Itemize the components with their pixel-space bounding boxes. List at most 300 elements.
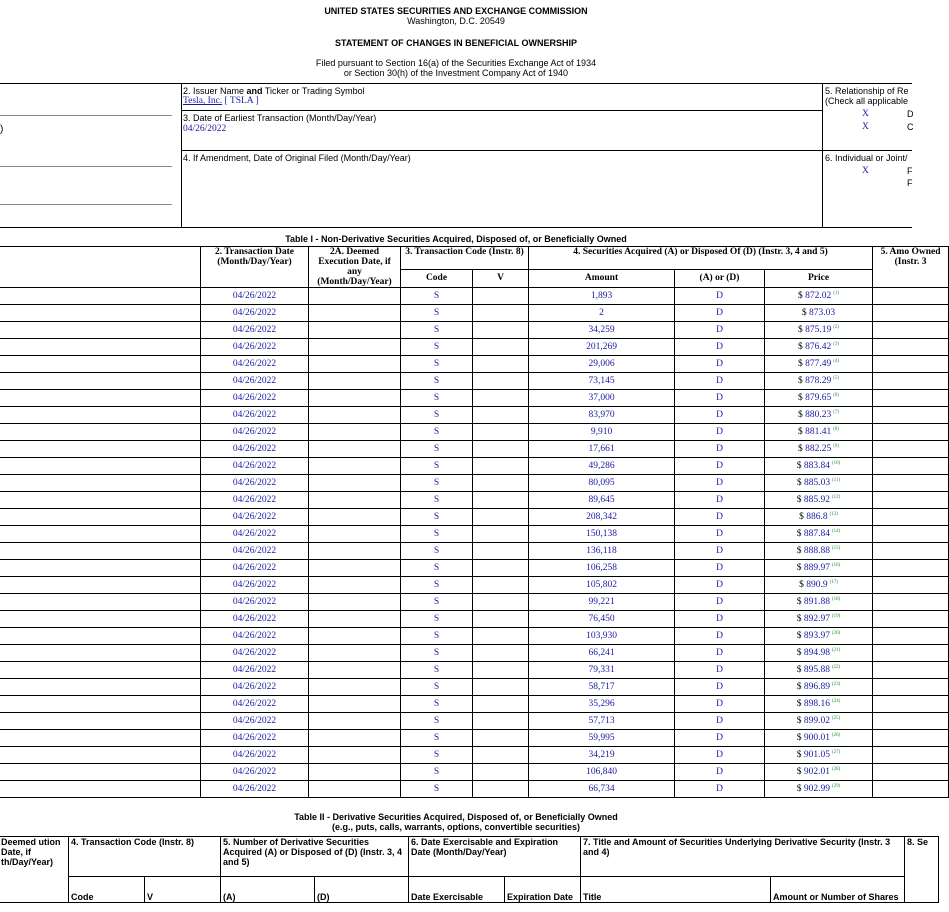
cell-amount: 2 [529, 305, 675, 322]
cell-a-or-d: D [675, 747, 765, 764]
t2-sub-code: Code [69, 877, 145, 903]
cell-v [473, 764, 529, 781]
cell-a-or-d: D [675, 560, 765, 577]
cell-deemed-date [309, 509, 401, 526]
cell-date: 04/26/2022 [201, 356, 309, 373]
cell-code: S [401, 424, 473, 441]
t2-sub-amount-shares: Amount or Number of Shares [771, 877, 905, 903]
cell-v [473, 458, 529, 475]
issuer-link[interactable]: Tesla, Inc. [183, 96, 223, 106]
cell-price: $ 886.8 $^{(13)}$ [765, 509, 873, 526]
cell-amount: 106,258 [529, 560, 675, 577]
footnote-ref[interactable]: (14) [831, 528, 841, 534]
cell-security-title [0, 526, 201, 543]
cell-price: $ 878.29 $^{(5)}$ [765, 373, 873, 390]
cell-a-or-d: D [675, 628, 765, 645]
cell-amount-owned [873, 662, 949, 679]
cell-amount: 58,717 [529, 679, 675, 696]
col-transaction-code: 3. Transaction Code (Instr. 8) [401, 247, 529, 270]
cell-a-or-d: D [675, 713, 765, 730]
cell-security-title [0, 305, 201, 322]
table-row [0, 441, 949, 458]
cell-price: $ 888.88 $^{(15)}$ [765, 543, 873, 560]
footnote-ref[interactable]: (13) [829, 511, 838, 517]
cell-code: S [401, 645, 473, 662]
cell-code: S [401, 305, 473, 322]
sub-price: Price [765, 269, 873, 287]
cell-date: 04/26/2022 [201, 747, 309, 764]
cell-amount: 80,095 [529, 475, 675, 492]
cell-code: S [401, 407, 473, 424]
cell-a-or-d: D [675, 288, 765, 305]
cell-amount: 99,221 [529, 594, 675, 611]
cell-security-title [0, 339, 201, 356]
cell-amount-owned [873, 747, 949, 764]
cell-amount: 79,331 [529, 662, 675, 679]
cell-amount: 17,661 [529, 441, 675, 458]
cell-a-or-d: D [675, 509, 765, 526]
col-securities: 4. Securities Acquired (A) or Disposed Of (D) (Instr. 3, 4 and 5) [529, 247, 873, 270]
cell-a-or-d: D [675, 424, 765, 441]
cell-deemed-date [309, 628, 401, 645]
cell-deemed-date [309, 730, 401, 747]
cell-date: 04/26/2022 [201, 475, 309, 492]
cell-amount: 83,970 [529, 407, 675, 424]
table-row [0, 322, 949, 339]
cell-v [473, 305, 529, 322]
cell-v [473, 526, 529, 543]
cell-price: $ 877.49 $^{(4)}$ [765, 356, 873, 373]
cell-amount-owned [873, 526, 949, 543]
t2-col-number-derivative: 5. Number of Derivative Securities Acquired (A) or Disposed of (D) (Instr. 3, 4 and 5) [221, 837, 409, 877]
table-row [0, 356, 949, 373]
individual-joint-label: 6. Individual or Joint/ [825, 153, 908, 163]
cell-v [473, 679, 529, 696]
cell-date: 04/26/2022 [201, 373, 309, 390]
cell-security-title [0, 679, 201, 696]
cell-a-or-d: D [675, 356, 765, 373]
cell-amount: 9,910 [529, 424, 675, 441]
cell-date: 04/26/2022 [201, 509, 309, 526]
cell-a-or-d: D [675, 594, 765, 611]
footnote-ref[interactable]: (7) [833, 409, 840, 415]
cell-a-or-d: D [675, 696, 765, 713]
table-row [0, 696, 949, 713]
cell-security-title [0, 611, 201, 628]
footnote-ref[interactable]: (25) [831, 715, 841, 721]
officer-mark: X [862, 122, 869, 132]
cell-code: S [401, 747, 473, 764]
cell-amount-owned [873, 390, 949, 407]
cell-code: S [401, 594, 473, 611]
cell-code: S [401, 356, 473, 373]
cell-v [473, 509, 529, 526]
cell-deemed-date [309, 696, 401, 713]
footnote-ref[interactable]: (5) [833, 375, 840, 381]
footnote-ref[interactable]: (16) [831, 562, 841, 568]
cell-v [473, 373, 529, 390]
cell-date: 04/26/2022 [201, 781, 309, 798]
cell-security-title [0, 594, 201, 611]
col-transaction-date: 2. Transaction Date (Month/Day/Year) [201, 247, 309, 288]
col-amount-owned: 5. Amo Owned (Instr. 3 [873, 247, 949, 288]
footnote-ref[interactable]: (21) [831, 647, 841, 653]
cell-deemed-date [309, 747, 401, 764]
cell-v [473, 288, 529, 305]
t2-sub-d: (D) [315, 877, 409, 903]
cell-security-title [0, 645, 201, 662]
cell-deemed-date [309, 492, 401, 509]
t2-sub-v: V [145, 877, 221, 903]
table-row [0, 781, 949, 798]
footnote-ref[interactable]: (4) [833, 358, 840, 364]
footnote-ref[interactable]: (17) [829, 579, 838, 585]
footnote-ref[interactable]: (27) [831, 749, 841, 755]
cell-price: $ 885.92 $^{(12)}$ [765, 492, 873, 509]
cell-deemed-date [309, 441, 401, 458]
cell-code: S [401, 322, 473, 339]
cell-security-title [0, 373, 201, 390]
cell-v [473, 390, 529, 407]
cell-price: $ 875.19 $^{(2)}$ [765, 322, 873, 339]
cell-amount: 208,342 [529, 509, 675, 526]
table-row [0, 543, 949, 560]
footnote-ref[interactable]: (22) [831, 664, 841, 670]
cell-amount-owned [873, 407, 949, 424]
cell-amount-owned [873, 458, 949, 475]
cell-amount: 34,219 [529, 747, 675, 764]
cell-amount: 76,450 [529, 611, 675, 628]
cell-amount-owned [873, 713, 949, 730]
box1-paren: ) [0, 124, 4, 135]
cell-deemed-date [309, 407, 401, 424]
footnote-ref[interactable]: (10) [831, 460, 841, 466]
cell-amount-owned [873, 509, 949, 526]
footnote-ref[interactable]: (1) [833, 290, 840, 296]
cell-code: S [401, 713, 473, 730]
cell-code: S [401, 526, 473, 543]
footnote-ref[interactable]: (8) [833, 426, 840, 432]
agency-title: UNITED STATES SECURITIES AND EXCHANGE COMMISSION [324, 6, 588, 16]
cell-date: 04/26/2022 [201, 628, 309, 645]
cell-amount-owned [873, 475, 949, 492]
cell-amount: 1,893 [529, 288, 675, 305]
cell-security-title [0, 577, 201, 594]
cell-price: $ 876.42 $^{(3)}$ [765, 339, 873, 356]
cell-amount: 34,259 [529, 322, 675, 339]
cell-amount-owned [873, 611, 949, 628]
table-row [0, 526, 949, 543]
cell-deemed-date [309, 424, 401, 441]
footnote-ref[interactable]: (12) [831, 494, 841, 500]
cell-amount-owned [873, 730, 949, 747]
cell-amount: 105,802 [529, 577, 675, 594]
cell-amount-owned [873, 696, 949, 713]
cell-price: $ 898.16 $^{(24)}$ [765, 696, 873, 713]
cell-deemed-date [309, 781, 401, 798]
cell-amount-owned [873, 356, 949, 373]
footnote-ref[interactable]: (23) [831, 681, 841, 687]
cell-date: 04/26/2022 [201, 543, 309, 560]
cell-a-or-d: D [675, 764, 765, 781]
cell-amount-owned [873, 628, 949, 645]
cell-code: S [401, 679, 473, 696]
cell-date: 04/26/2022 [201, 458, 309, 475]
footnote-ref[interactable]: (6) [833, 392, 840, 398]
issuer-value [183, 96, 259, 106]
cell-a-or-d: D [675, 373, 765, 390]
cell-deemed-date [309, 560, 401, 577]
footnote-ref[interactable]: (29) [831, 783, 841, 789]
cell-amount: 106,840 [529, 764, 675, 781]
cell-amount-owned [873, 339, 949, 356]
cell-v [473, 560, 529, 577]
cell-v [473, 730, 529, 747]
cell-a-or-d: D [675, 475, 765, 492]
t2-col-date-exercisable: 6. Date Exercisable and Expiration Date (Month/Day/Year) [409, 837, 581, 877]
earliest-transaction-label: 3. Date of Earliest Transaction (Month/Day/Year) [183, 113, 377, 123]
cell-date: 04/26/2022 [201, 526, 309, 543]
cell-price: $ 901.05 $^{(27)}$ [765, 747, 873, 764]
cell-security-title [0, 730, 201, 747]
cell-v [473, 475, 529, 492]
cell-amount: 37,000 [529, 390, 675, 407]
footnote-ref[interactable]: (9) [833, 443, 840, 449]
cell-code: S [401, 492, 473, 509]
individual-option-1: F [907, 166, 913, 176]
cell-deemed-date [309, 679, 401, 696]
cell-security-title [0, 390, 201, 407]
cell-deemed-date [309, 458, 401, 475]
cell-code: S [401, 543, 473, 560]
table-row [0, 679, 949, 696]
cell-deemed-date [309, 577, 401, 594]
cell-security-title [0, 492, 201, 509]
cell-price: $ 894.98 $^{(21)}$ [765, 645, 873, 662]
cell-amount-owned [873, 322, 949, 339]
cell-amount: 201,269 [529, 339, 675, 356]
cell-deemed-date [309, 288, 401, 305]
cell-amount: 59,995 [529, 730, 675, 747]
relationship-sublabel: (Check all applicable [825, 96, 909, 106]
table-row [0, 373, 949, 390]
cell-amount-owned [873, 373, 949, 390]
cell-security-title [0, 628, 201, 645]
cell-date: 04/26/2022 [201, 645, 309, 662]
cell-security-title [0, 322, 201, 339]
footnote-ref[interactable]: (2) [833, 324, 840, 330]
cell-v [473, 611, 529, 628]
cell-price: $ 887.84 $^{(14)}$ [765, 526, 873, 543]
issuer-name-label: 2. Issuer Name and Ticker or Trading Symbol [183, 86, 365, 96]
t2-col-deemed-date: Deemed ution Date, if th/Day/Year) [0, 837, 69, 903]
footnote-ref[interactable]: (20) [831, 630, 841, 636]
footnote-ref[interactable]: (19) [831, 613, 841, 619]
cell-date: 04/26/2022 [201, 594, 309, 611]
cell-code: S [401, 509, 473, 526]
cell-deemed-date [309, 713, 401, 730]
cell-date: 04/26/2022 [201, 764, 309, 781]
t2-sub-expiration: Expiration Date [505, 877, 581, 903]
filed-line-1: Filed pursuant to Section 16(a) of the Securities Exchange Act of 1934 [315, 58, 597, 68]
cell-date: 04/26/2022 [201, 441, 309, 458]
cell-security-title [0, 356, 201, 373]
cell-deemed-date [309, 543, 401, 560]
cell-code: S [401, 764, 473, 781]
cell-price: $ 890.9 $^{(17)}$ [765, 577, 873, 594]
table-row [0, 662, 949, 679]
filed-line-2: or Section 30(h) of the Investment Company Act of 1940 [343, 68, 569, 78]
cell-code: S [401, 339, 473, 356]
cell-amount: 103,930 [529, 628, 675, 645]
derivative-table [0, 836, 939, 903]
footnote-ref[interactable]: (3) [833, 341, 840, 347]
cell-amount-owned [873, 543, 949, 560]
cell-price: $ 902.01 $^{(28)}$ [765, 764, 873, 781]
cell-price: $ 896.89 $^{(23)}$ [765, 679, 873, 696]
cell-a-or-d: D [675, 662, 765, 679]
cell-amount-owned [873, 594, 949, 611]
cell-code: S [401, 441, 473, 458]
footnote-ref[interactable]: (26) [831, 732, 841, 738]
col-deemed-date: 2A. Deemed Execution Date, if any (Month/Day/Year) [309, 247, 401, 288]
table-row [0, 594, 949, 611]
cell-security-title [0, 288, 201, 305]
cell-deemed-date [309, 339, 401, 356]
cell-v [473, 407, 529, 424]
cell-deemed-date [309, 373, 401, 390]
cell-v [473, 356, 529, 373]
cell-price: $ 880.23 $^{(7)}$ [765, 407, 873, 424]
cell-security-title [0, 407, 201, 424]
cell-amount: 89,645 [529, 492, 675, 509]
cell-amount-owned [873, 679, 949, 696]
cell-v [473, 747, 529, 764]
cell-amount: 66,241 [529, 645, 675, 662]
non-derivative-table [0, 246, 949, 798]
form-title: STATEMENT OF CHANGES IN BENEFICIAL OWNERSHIP [334, 38, 577, 48]
cell-amount-owned [873, 645, 949, 662]
cell-amount-owned [873, 424, 949, 441]
cell-date: 04/26/2022 [201, 662, 309, 679]
cell-code: S [401, 390, 473, 407]
cell-deemed-date [309, 390, 401, 407]
cell-code: S [401, 781, 473, 798]
cell-a-or-d: D [675, 339, 765, 356]
cell-price: $ 889.97 $^{(16)}$ [765, 560, 873, 577]
table-row [0, 339, 949, 356]
cell-a-or-d: D [675, 492, 765, 509]
cell-code: S [401, 475, 473, 492]
relationship-label: 5. Relationship of Re [825, 86, 909, 96]
cell-date: 04/26/2022 [201, 730, 309, 747]
cell-code: S [401, 628, 473, 645]
cell-amount: 29,006 [529, 356, 675, 373]
table-row [0, 577, 949, 594]
footnote-ref[interactable]: (28) [831, 766, 841, 772]
cell-security-title [0, 560, 201, 577]
footnote-ref[interactable]: (15) [831, 545, 841, 551]
cell-price: $ 893.97 $^{(20)}$ [765, 628, 873, 645]
cell-price: $ 882.25 $^{(9)}$ [765, 441, 873, 458]
cell-date: 04/26/2022 [201, 322, 309, 339]
cell-v [473, 781, 529, 798]
table-row [0, 628, 949, 645]
t2-col-title-amount: 7. Title and Amount of Securities Underlying Derivative Security (Instr. 3 and 4) [581, 837, 905, 877]
table1-title: Table I - Non-Derivative Securities Acquired, Disposed of, or Beneficially Owned [285, 234, 627, 244]
cell-price: $ 902.99 $^{(29)}$ [765, 781, 873, 798]
cell-deemed-date [309, 611, 401, 628]
table2-title: Table II - Derivative Securities Acquired, Disposed of, or Beneficially Owned [294, 812, 618, 822]
cell-v [473, 662, 529, 679]
cell-v [473, 339, 529, 356]
cell-date: 04/26/2022 [201, 407, 309, 424]
cell-date: 04/26/2022 [201, 288, 309, 305]
cell-a-or-d: D [675, 441, 765, 458]
cell-amount: 57,713 [529, 713, 675, 730]
t2-col-8: 8. Se [905, 837, 939, 903]
cell-deemed-date [309, 645, 401, 662]
table-row [0, 407, 949, 424]
table-row [0, 475, 949, 492]
sub-a-or-d: (A) or (D) [675, 269, 765, 287]
cell-amount: 73,145 [529, 373, 675, 390]
cell-v [473, 543, 529, 560]
table-row [0, 305, 949, 322]
cell-deemed-date [309, 526, 401, 543]
director-mark: X [862, 109, 869, 119]
cell-deemed-date [309, 662, 401, 679]
cell-deemed-date [309, 356, 401, 373]
footnote-ref[interactable]: (24) [831, 698, 841, 704]
cell-amount: 49,286 [529, 458, 675, 475]
table-row [0, 645, 949, 662]
col1-header [0, 247, 201, 288]
cell-a-or-d: D [675, 305, 765, 322]
table-row [0, 492, 949, 509]
cell-price: $ 892.97 $^{(19)}$ [765, 611, 873, 628]
footnote-ref[interactable]: (18) [831, 596, 841, 602]
cell-amount: 66,734 [529, 781, 675, 798]
cell-security-title [0, 662, 201, 679]
cell-date: 04/26/2022 [201, 390, 309, 407]
cell-a-or-d: D [675, 679, 765, 696]
cell-date: 04/26/2022 [201, 577, 309, 594]
director-option: D [907, 109, 914, 119]
cell-price: $ 899.02 $^{(25)}$ [765, 713, 873, 730]
officer-option: C [907, 122, 914, 132]
cell-price: $ 873.03 [765, 305, 873, 322]
cell-v [473, 645, 529, 662]
cell-a-or-d: D [675, 322, 765, 339]
cell-code: S [401, 373, 473, 390]
cell-date: 04/26/2022 [201, 305, 309, 322]
cell-security-title [0, 764, 201, 781]
cell-date: 04/26/2022 [201, 339, 309, 356]
cell-amount-owned [873, 441, 949, 458]
t2-sub-a: (A) [221, 877, 315, 903]
cell-deemed-date [309, 322, 401, 339]
table-row [0, 509, 949, 526]
cell-date: 04/26/2022 [201, 560, 309, 577]
footnote-ref[interactable]: (11) [832, 477, 841, 483]
cell-code: S [401, 560, 473, 577]
cell-date: 04/26/2022 [201, 611, 309, 628]
cell-v [473, 696, 529, 713]
cell-amount: 136,118 [529, 543, 675, 560]
cell-price: $ 895.88 $^{(22)}$ [765, 662, 873, 679]
cell-security-title [0, 441, 201, 458]
